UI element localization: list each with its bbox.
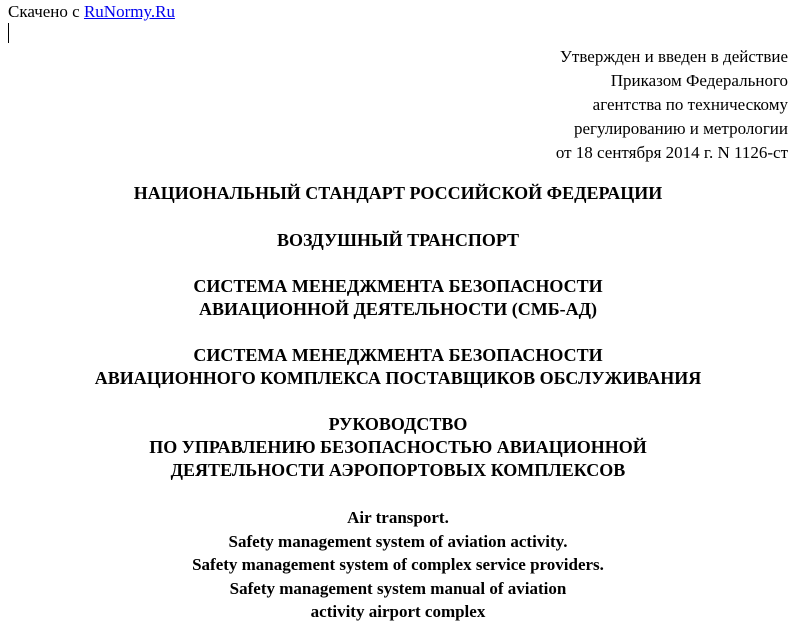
source-link[interactable]: RuNormy.Ru [83,2,175,21]
air-transport-heading [0,229,790,252]
service-providers-line: АВИАЦИОННОГО КОМПЛЕКСА ПОСТАВЩИКОВ ОБСЛУЖИВАНИЯ [94,368,702,388]
guide-line: ПО УПРАВЛЕНИЮ БЕЗОПАСНОСТЬЮ АВИАЦИОННОЙ [149,437,647,457]
service-providers-line: СИСТЕМА МЕНЕДЖМЕНТА БЕЗОПАСНОСТИ [193,345,603,365]
english-title-line: Safety management system of complex service providers. [192,555,604,574]
standard-title [0,182,790,205]
guide-line: РУКОВОДСТВО [328,414,468,434]
text-cursor [8,23,9,43]
approval-block [556,45,788,165]
english-title-line: Safety management system of aviation activity. [228,531,568,551]
guide-heading [0,413,790,482]
approval-line: агентства по техническому [592,95,788,114]
guide-line: ДЕЯТЕЛЬНОСТИ АЭРОПОРТОВЫХ КОМПЛЕКСОВ [170,460,626,480]
english-title-line: Air transport. [347,508,449,527]
source-line [8,2,175,22]
english-title [0,506,790,624]
source-prefix: Скачено с [8,2,84,21]
smb-ad-line: АВИАЦИОННОЙ ДЕЯТЕЛЬНОСТИ (СМБ-АД) [199,299,597,319]
standard-title-line: НАЦИОНАЛЬНЫЙ СТАНДАРТ РОССИЙСКОЙ ФЕДЕРАЦИИ [133,183,663,203]
approval-line: от 18 сентября 2014 г. N 1126-ст [555,143,788,162]
approval-line: Утвержден и введен в действие [559,47,788,66]
english-title-line: Safety management system manual of aviation [229,578,567,598]
service-providers-heading [0,344,790,390]
english-title-line: activity airport complex [310,602,486,621]
approval-line: Приказом Федерального [610,71,788,90]
smb-ad-line: СИСТЕМА МЕНЕДЖМЕНТА БЕЗОПАСНОСТИ [193,276,603,296]
smb-ad-heading [0,275,790,321]
air-transport-line: ВОЗДУШНЫЙ ТРАНСПОРТ [276,230,520,250]
approval-line: регулированию и метрологии [573,119,788,138]
